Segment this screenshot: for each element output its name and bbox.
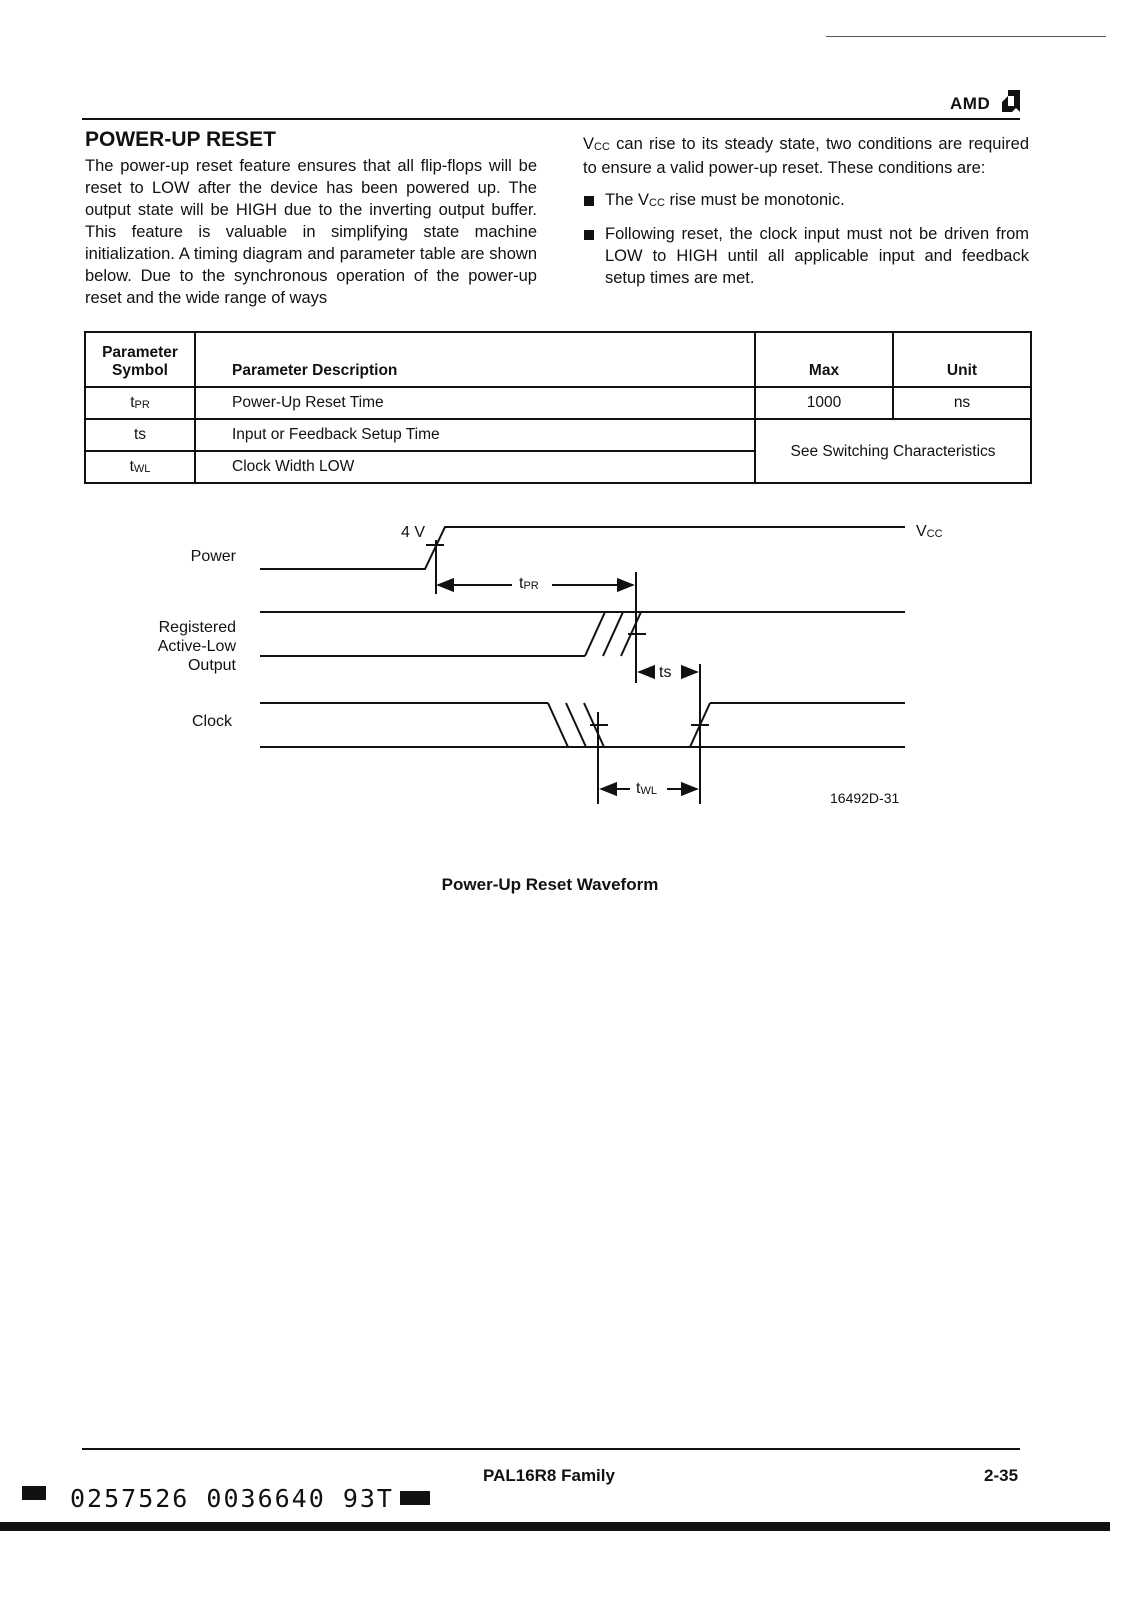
- merged-note-cell: See Switching Characteristics: [755, 419, 1031, 483]
- unit-cell: ns: [893, 387, 1031, 419]
- footer-page-number: 2-35: [984, 1466, 1019, 1485]
- clock-fall-2: [566, 703, 586, 747]
- barcode-text: 0257526 0036640 93T: [70, 1484, 394, 1513]
- figure-caption: Power-Up Reset Waveform: [441, 875, 659, 894]
- description-cell: Power-Up Reset Time: [195, 387, 755, 419]
- vcc-symbol: V: [583, 135, 595, 153]
- header-unit: Unit: [893, 332, 1031, 387]
- registered-output-label: Registered Active-Low Output: [157, 619, 236, 674]
- tpr-label: $t_{PR}$: [519, 575, 539, 592]
- clock-label: Clock: [191, 713, 232, 730]
- header-max: Max: [755, 332, 893, 387]
- clock-fall-1: [548, 703, 568, 747]
- four-volt-label: 4 V: [400, 524, 425, 541]
- output-transition-2: [603, 612, 623, 656]
- figure-id: 16492D-31: [830, 790, 900, 806]
- bullet-text: Following reset, the clock input must not be driven from LOW to HIGH until all applicable input and feedback setup times are met.: [605, 225, 1029, 287]
- symbol-cell: $t_{WL}$: [85, 451, 195, 483]
- vcc-subscript: CC: [594, 141, 610, 153]
- barcode-block-left: [22, 1486, 46, 1500]
- vcc-label: $V_{CC}$: [916, 523, 943, 540]
- bullet-text: The V: [605, 191, 650, 209]
- ts-label: ts: [659, 664, 672, 681]
- section-title: POWER-UP RESET: [85, 128, 276, 151]
- power-waveform: [260, 527, 905, 569]
- footer-rule: [82, 1448, 1020, 1450]
- output-transition-1: [585, 612, 605, 656]
- description-cell: Input or Feedback Setup Time: [195, 419, 755, 451]
- symbol-cell: ts: [85, 419, 195, 451]
- vcc-subscript: CC: [649, 197, 665, 209]
- brand-name: AMD: [950, 94, 991, 113]
- twl-label: $t_{WL}$: [636, 780, 657, 797]
- header-description: Parameter Description: [195, 332, 755, 387]
- conditions-intro-text: can rise to its steady state, two conditions are required to ensure a valid power-up reset. These conditions are:: [583, 135, 1029, 177]
- footer-product-name: PAL16R8 Family: [483, 1466, 615, 1485]
- power-label: Power: [190, 548, 236, 565]
- max-cell: 1000: [755, 387, 893, 419]
- intro-paragraph-text: The power-up reset feature ensures that all flip-flops will be reset to LOW after the device has been powered up. The output state will be HIGH due to the inverting output buffer. This feature is valuable in simplifying state machine initialization. A timing diagram and parameter table are shown below. Due to the synchronous operation of the power-up reset and the wide range of ways: [85, 157, 537, 307]
- description-cell: Clock Width LOW: [195, 451, 755, 483]
- barcode-block-right: [400, 1491, 430, 1505]
- bottom-scan-rule: [0, 1522, 1110, 1531]
- symbol-cell: $t_{PR}$: [85, 387, 195, 419]
- bullet-text: rise must be monotonic.: [664, 191, 845, 209]
- header-symbol: Parameter Symbol: [85, 332, 195, 387]
